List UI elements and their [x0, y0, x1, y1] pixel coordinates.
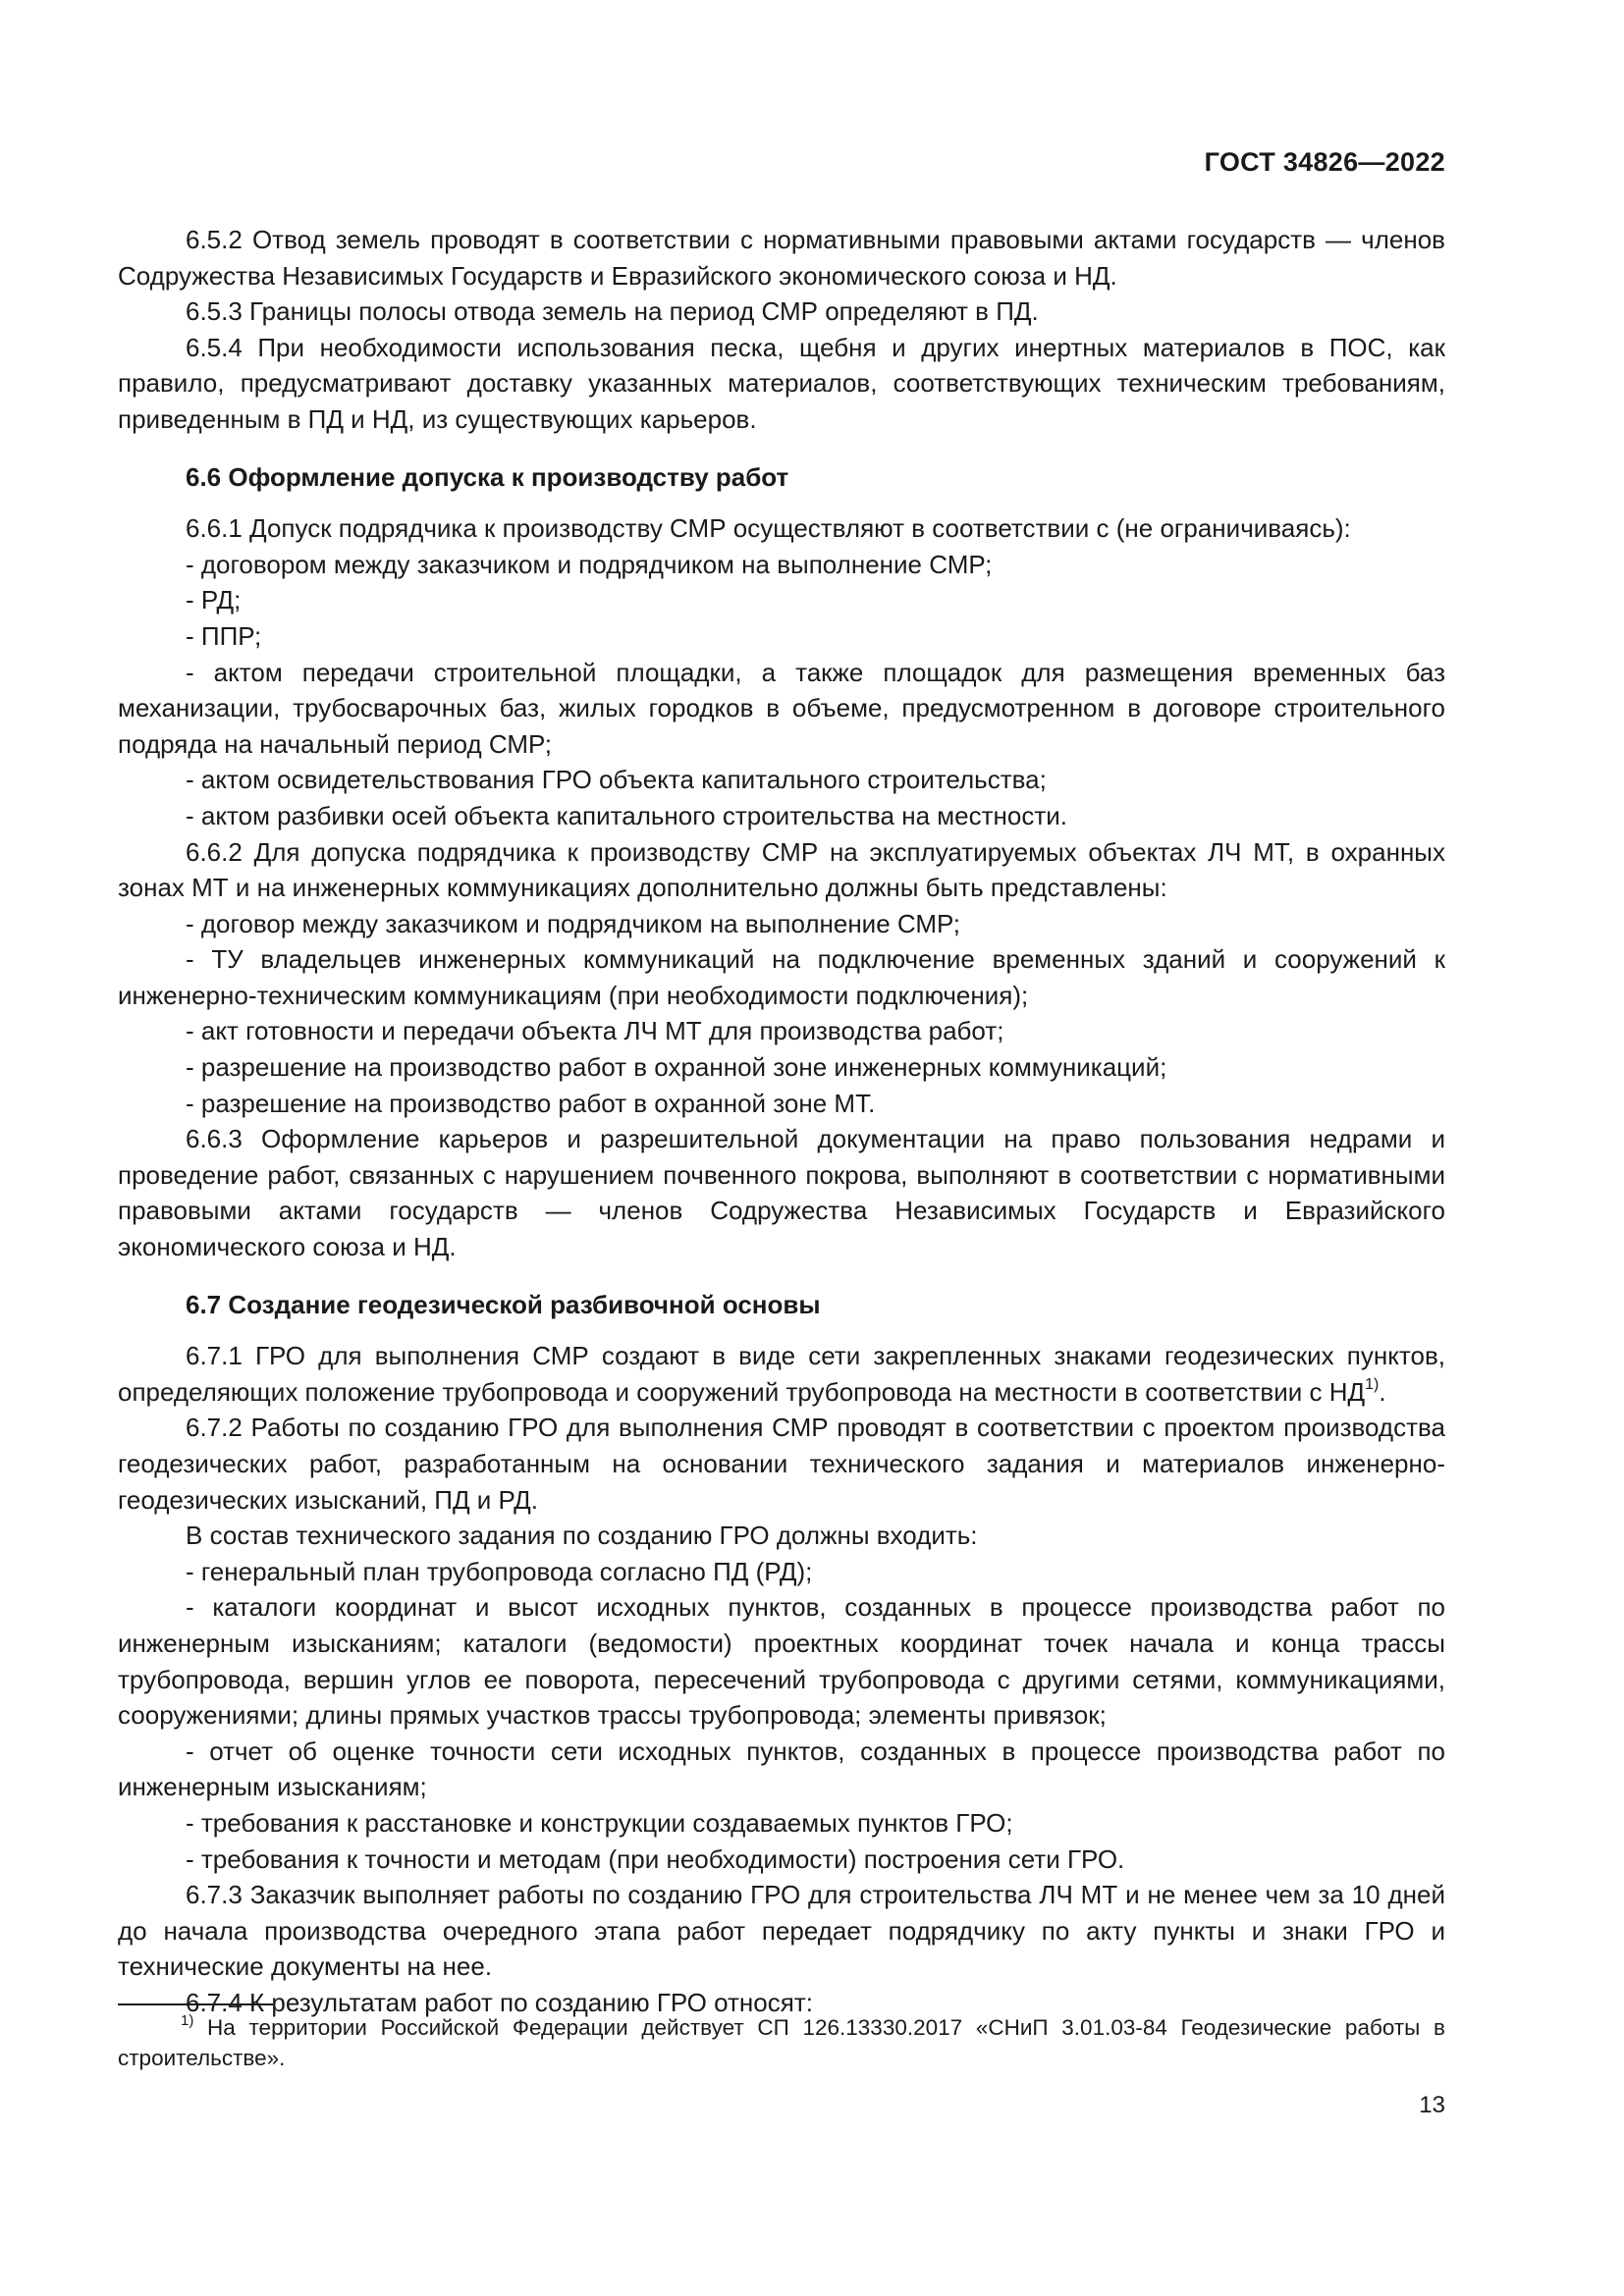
paragraph-6-5-2: 6.5.2 Отвод земель проводят в соответствии с нормативными правовыми актами государств — членов Содружества Независимых Государств и Евразийского экономического союза и НД. — [118, 225, 1445, 291]
paragraph-6-6-2: 6.6.2 Для допуска подрядчика к производству СМР на эксплуатируемых объектах ЛЧ МТ, в охранных зонах МТ и на инженерных коммуникациях дополнительно должны быть представлены: — [118, 836, 1445, 903]
list-item: - договор между заказчиком и подрядчиком на выполнение СМР; — [186, 908, 961, 938]
paragraph-6-7-2-intro: В состав технического задания по созданию ГРО должны входить: — [186, 1521, 978, 1551]
paragraph-6-7-3: 6.7.3 Заказчик выполняет работы по созданию ГРО для строительства ЛЧ МТ и не менее чем за 10 дней до начала производства очередного этапа работ передает подрядчику по акту пункты и знаки ГРО и технические документы на нее. — [118, 1880, 1445, 1982]
footnote-text: На территории Российской Федерации действует СП 126.13330.2017 «СНиП 3.01.03-84 Геодезические работы в строительстве». — [118, 2015, 1445, 2070]
list-item: - актом разбивки осей объекта капитального строительства на местности. — [186, 800, 1067, 830]
section-heading-6-7: 6.7 Создание геодезической разбивочной основы — [186, 1289, 821, 1319]
page-number: 13 — [1419, 2092, 1445, 2118]
paragraph-6-6-1: 6.6.1 Допуск подрядчика к производству СМР осуществляют в соответствии с (не ограничиваясь): — [186, 513, 1351, 544]
section-heading-6-6: 6.6 Оформление допуска к производству работ — [186, 461, 789, 492]
list-item: - акт готовности и передачи объекта ЛЧ МТ для производства работ; — [186, 1016, 1004, 1046]
paragraph-6-7-1-end: . — [1379, 1376, 1386, 1407]
footnote — [118, 2012, 1445, 2073]
list-item: - разрешение на производство работ в охранной зоне МТ. — [186, 1088, 876, 1118]
paragraph-6-5-4: 6.5.4 При необходимости использования песка, щебня и других инертных материалов в ПОС, как правило, предусматривают доставку указанных материалов, соответствующих техническим требованиям, приведенным в ПД и НД, из существующих карьеров. — [118, 332, 1445, 434]
list-item: - отчет об оценке точности сети исходных пунктов, созданных в процессе производства работ по инженерным изысканиям; — [118, 1735, 1445, 1802]
document-code-header: ГОСТ 34826—2022 — [1204, 147, 1445, 177]
list-item: - актом освидетельствования ГРО объекта капитального строительства; — [186, 765, 1047, 795]
list-item: - требования к точности и методам (при необходимости) построения сети ГРО. — [186, 1843, 1125, 1874]
list-item: - каталоги координат и высот исходных пунктов, созданных в процессе производства работ по инженерным изысканиям; каталоги (ведомости) проектных координат точек начала и конца трассы трубопровода, вершин углов ее поворота, пересечений трубопровода с другими сетями, коммуникациями, сооружениями; длины прямых участков трассы трубопровода; элементы привязок; — [118, 1592, 1445, 1731]
footnote-reference-mark: 1) — [1365, 1376, 1380, 1394]
paragraph-6-7-1 — [118, 1338, 1445, 1410]
list-item: - ТУ владельцев инженерных коммуникаций на подключение временных зданий и сооружений к инженерно-техническим коммуникациям (при необходимости подключения); — [118, 944, 1445, 1010]
paragraph-6-6-3: 6.6.3 Оформление карьеров и разрешительной документации на право пользования недрами и проведение работ, связанных с нарушением почвенного покрова, выполняют в соответствии с нормативными правовыми актами государств — членов Содружества Независимых Государств и Евразийского экономического союза и НД. — [118, 1124, 1445, 1262]
list-item: - ППР; — [186, 620, 262, 651]
list-item: - требования к расстановке и конструкции создаваемых пунктов ГРО; — [186, 1807, 1013, 1838]
list-item: - генеральный план трубопровода согласно ПД (РД); — [186, 1556, 813, 1586]
paragraph-6-7-1-text: 6.7.1 ГРО для выполнения СМР создают в виде сети закрепленных знаками геодезических пунктов, определяющих положение трубопровода и сооружений трубопровода на местности в соответствии с НД — [118, 1341, 1445, 1407]
list-item: - актом передачи строительной площадки, а также площадок для размещения временных баз механизации, трубосварочных баз, жилых городков в объеме, предусмотренном в договоре строительного подряда на начальный период СМР; — [118, 657, 1445, 759]
paragraph-6-7-4: 6.7.4 К результатам работ по созданию ГРО относят: — [186, 1987, 813, 2017]
list-item: - договором между заказчиком и подрядчиком на выполнение СМР; — [186, 549, 993, 579]
paragraph-6-5-3: 6.5.3 Границы полосы отвода земель на период СМР определяют в ПД. — [186, 296, 1039, 327]
list-item: - РД; — [186, 585, 242, 615]
footnote-divider — [118, 2003, 273, 2005]
footnote-mark: 1) — [181, 2011, 194, 2029]
list-item: - разрешение на производство работ в охранной зоне инженерных коммуникаций; — [186, 1052, 1167, 1083]
page-body — [118, 222, 1445, 2021]
paragraph-6-7-2: 6.7.2 Работы по созданию ГРО для выполнения СМР проводят в соответствии с проектом производства геодезических работ, разработанным на основании технического задания и материалов инженерно-геодезических изысканий, ПД и РД. — [118, 1413, 1445, 1515]
